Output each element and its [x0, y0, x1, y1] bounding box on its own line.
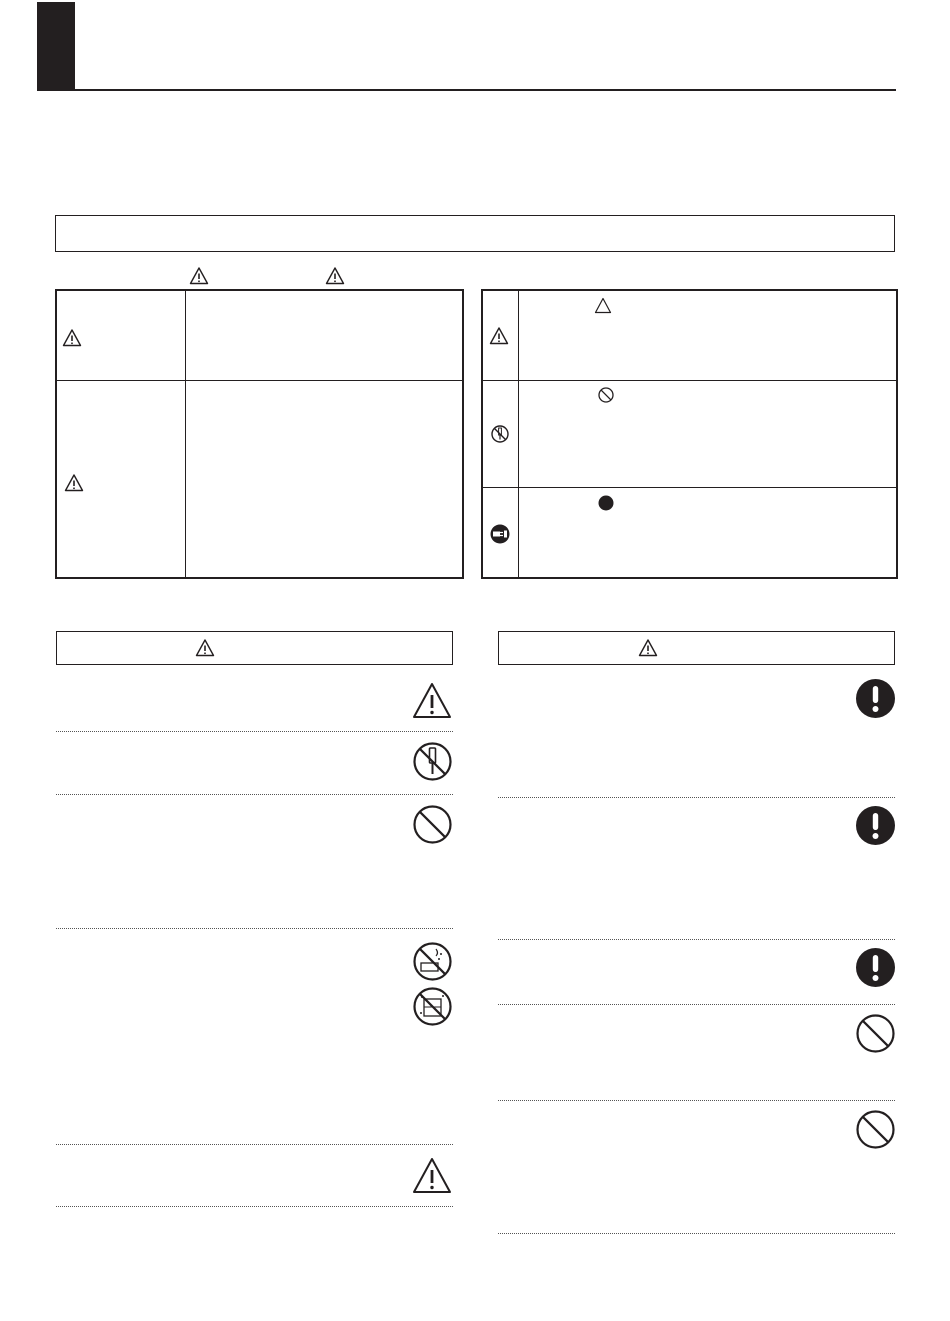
usage-notice-banner	[55, 215, 895, 252]
caution-section-header	[498, 631, 895, 665]
item-divider	[498, 1233, 895, 1234]
prohibition-icon	[855, 1013, 896, 1054]
prohibition-icon	[855, 1109, 896, 1150]
mandatory-exclamation-icon	[855, 947, 896, 988]
item-divider	[56, 794, 453, 795]
warning-triangle-icon	[64, 473, 84, 493]
mandatory-exclamation-icon	[855, 678, 896, 719]
item-divider	[498, 939, 895, 940]
warning-triangle-icon	[411, 681, 453, 721]
triangle-outline-icon	[594, 297, 612, 315]
warning-triangle-icon	[638, 638, 658, 658]
warning-triangle-icon	[325, 266, 345, 286]
warning-triangle-icon	[489, 326, 509, 346]
no-disassemble-icon	[412, 741, 453, 782]
prohibition-icon	[412, 804, 453, 845]
item-divider	[498, 1100, 895, 1101]
header-rule	[37, 89, 896, 91]
item-divider	[498, 1004, 895, 1005]
warning-triangle-icon	[62, 328, 82, 348]
warning-triangle-icon	[411, 1156, 453, 1196]
item-divider	[498, 797, 895, 798]
no-water-splash-icon	[412, 941, 453, 982]
item-divider	[56, 1206, 453, 1207]
no-disassemble-icon	[490, 424, 510, 444]
unplug-icon	[489, 523, 511, 545]
symbol-legend-table	[481, 289, 898, 579]
prohibition-icon	[597, 386, 615, 404]
signal-word-legend-table	[55, 289, 464, 579]
filled-circle-icon	[597, 494, 615, 512]
mandatory-exclamation-icon	[855, 805, 896, 846]
item-divider	[56, 1144, 453, 1145]
item-divider	[56, 928, 453, 929]
warning-section-header	[56, 631, 453, 665]
no-wet-location-icon	[412, 986, 453, 1027]
warning-triangle-icon	[195, 638, 215, 658]
item-divider	[56, 731, 453, 732]
section-marker-block	[37, 2, 75, 91]
warning-triangle-icon	[189, 266, 209, 286]
